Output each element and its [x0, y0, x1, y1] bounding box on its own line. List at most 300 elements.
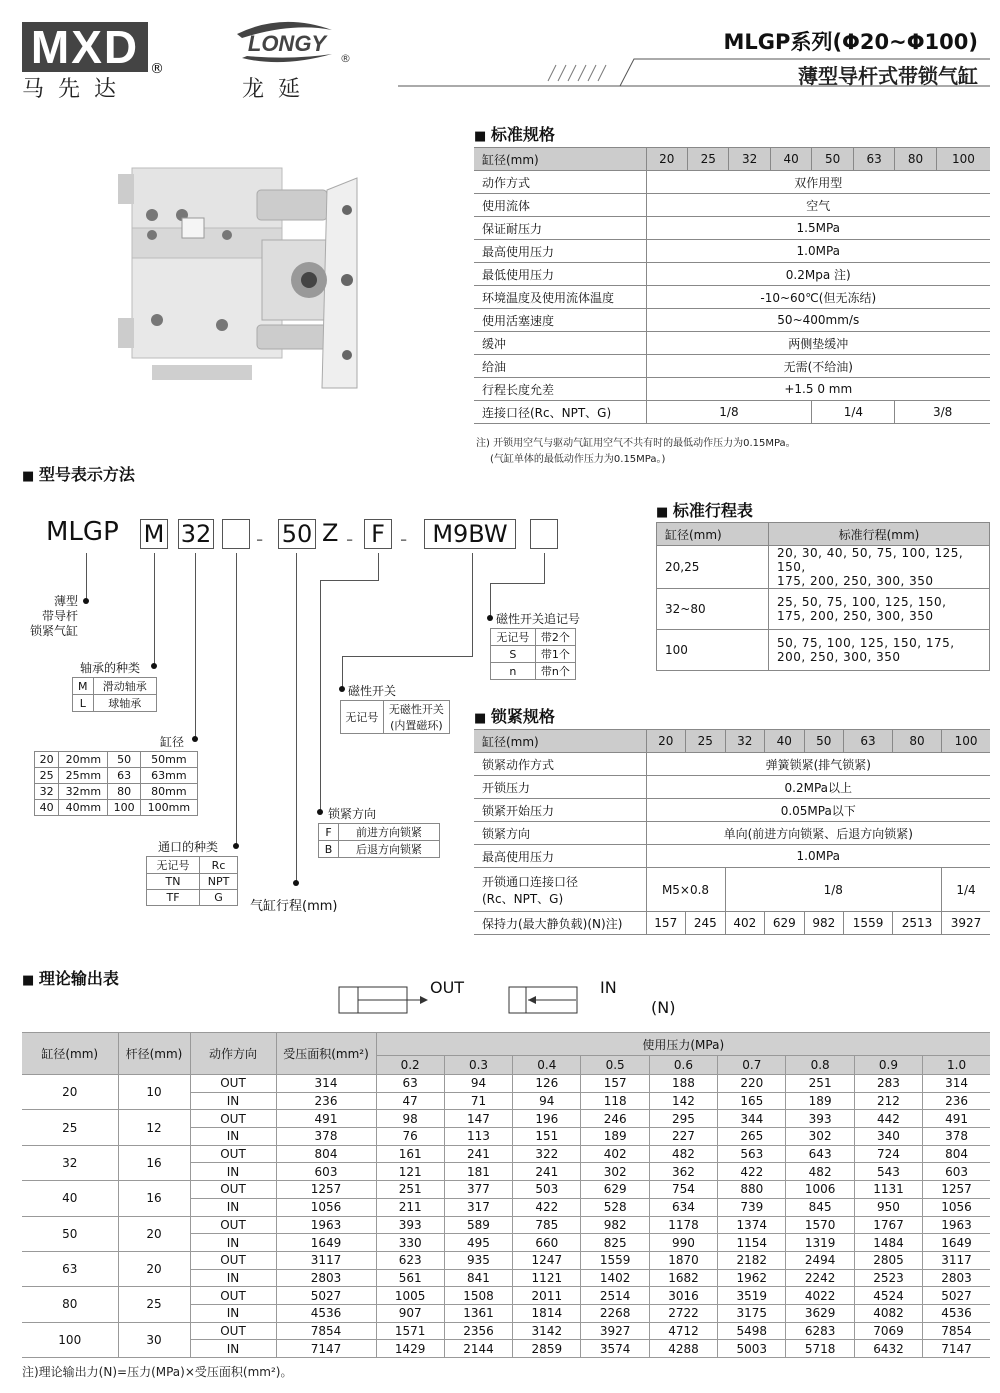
row-force: 2494 [786, 1251, 854, 1269]
spec-row-value: 空气 [646, 194, 990, 217]
row-area: 1056 [276, 1198, 376, 1216]
stroke-values: 175, 200, 250, 300, 350 [777, 609, 934, 623]
row-force: 422 [718, 1163, 786, 1181]
out-direction-icon [338, 984, 430, 1016]
row-force: 1963 [923, 1216, 990, 1234]
row-direction: OUT [190, 1322, 276, 1340]
row-force: 2182 [718, 1251, 786, 1269]
row-force: 246 [581, 1110, 649, 1128]
row-force: 393 [786, 1110, 854, 1128]
row-rod: 20 [118, 1216, 190, 1251]
row-direction: OUT [190, 1145, 276, 1163]
row-force: 5498 [718, 1322, 786, 1340]
row-force: 629 [581, 1181, 649, 1199]
lock-direction-label: 锁紧方向 [328, 807, 377, 821]
switch-qty-table [490, 628, 576, 680]
row-force: 196 [513, 1110, 581, 1128]
row-area: 3117 [276, 1251, 376, 1269]
row-force: 2356 [444, 1322, 512, 1340]
lock-bore: 20 [646, 730, 686, 753]
stroke-section-title: ■ 标准行程表 [656, 498, 753, 521]
row-area: 491 [276, 1110, 376, 1128]
type-label-2: 带导杆 [41, 609, 78, 623]
spec-port-value: 3/8 [895, 401, 990, 424]
row-force: 94 [513, 1092, 581, 1110]
lock-hold-value: 3927 [942, 912, 990, 935]
row-force: 76 [376, 1128, 444, 1146]
spec-row-label: 缓冲 [474, 332, 646, 355]
row-force: 482 [649, 1145, 717, 1163]
row-direction: IN [190, 1304, 276, 1322]
registered-mark-icon: ® [150, 61, 164, 77]
spec-table [474, 147, 990, 424]
row-force: 302 [786, 1128, 854, 1146]
row-force: 63 [376, 1075, 444, 1093]
spec-note-2: (气缸单体的最低动作压力为0.15MPa。) [490, 454, 666, 465]
spec-bore: 20 [646, 148, 687, 171]
mxd-logo: MXD [22, 22, 148, 72]
row-force: 528 [581, 1198, 649, 1216]
row-force: 1570 [786, 1216, 854, 1234]
row-force: 5718 [786, 1340, 854, 1358]
row-force: 1508 [444, 1287, 512, 1305]
switch-qty-desc: 带n个 [535, 663, 575, 680]
lock-hold-value: 1559 [844, 912, 893, 935]
row-force: 1257 [923, 1181, 990, 1199]
row-bore: 63 [22, 1251, 118, 1286]
output-row [22, 1251, 990, 1269]
row-force: 5027 [923, 1287, 990, 1305]
spec-bore: 80 [895, 148, 936, 171]
model-prefix: MLGP [46, 517, 119, 547]
bore-code: 32 [35, 784, 59, 800]
port-type: NPT [200, 874, 238, 890]
row-force: 643 [786, 1145, 854, 1163]
lock-hold-value: 157 [646, 912, 686, 935]
lock-table [474, 729, 990, 935]
row-force: 785 [513, 1216, 581, 1234]
spec-port-value: 1/8 [646, 401, 812, 424]
row-force: 1361 [444, 1304, 512, 1322]
bore-size: 100mm [140, 800, 197, 816]
lock-row-label: 开锁压力 [474, 776, 646, 799]
row-direction: OUT [190, 1251, 276, 1269]
spec-row-label: 最低使用压力 [474, 263, 646, 286]
lock-direction-table [318, 823, 440, 858]
spec-stroke-tol-label: 行程长度允差 [474, 378, 646, 401]
row-force: 1962 [718, 1269, 786, 1287]
lock-bore: 32 [725, 730, 765, 753]
switch-qty-code: n [491, 663, 536, 680]
row-force: 314 [923, 1075, 990, 1093]
row-force: 7147 [923, 1340, 990, 1358]
row-area: 7854 [276, 1322, 376, 1340]
row-force: 4082 [854, 1304, 922, 1322]
row-force: 1682 [649, 1269, 717, 1287]
row-force: 393 [376, 1216, 444, 1234]
row-force: 251 [786, 1075, 854, 1093]
row-force: 142 [649, 1092, 717, 1110]
lock-bore: 40 [765, 730, 805, 753]
model-code-bearing: M [140, 519, 168, 549]
pressure-col: 0.3 [444, 1056, 512, 1075]
row-force: 825 [581, 1234, 649, 1252]
row-force: 165 [718, 1092, 786, 1110]
row-force: 1056 [923, 1198, 990, 1216]
lock-desc: 前进方向锁紧 [339, 824, 440, 841]
row-area: 1257 [276, 1181, 376, 1199]
spec-port-value: 1/4 [812, 401, 895, 424]
row-force: 330 [376, 1234, 444, 1252]
spec-row-label: 使用活塞速度 [474, 309, 646, 332]
row-force: 634 [649, 1198, 717, 1216]
lock-bore: 50 [804, 730, 844, 753]
lock-bore: 25 [686, 730, 726, 753]
row-force: 495 [444, 1234, 512, 1252]
switch-code: 无记号 [341, 701, 384, 734]
row-force: 340 [854, 1128, 922, 1146]
row-force: 220 [718, 1075, 786, 1093]
row-force: 7069 [854, 1322, 922, 1340]
lock-row-value: 单向(前进方向锁紧、后退方向锁紧) [646, 822, 990, 845]
row-force: 211 [376, 1198, 444, 1216]
bore-size: 32mm [59, 784, 108, 800]
pressure-col: 0.4 [513, 1056, 581, 1075]
row-rod: 25 [118, 1287, 190, 1322]
row-bore: 100 [22, 1322, 118, 1357]
row-force: 1559 [581, 1251, 649, 1269]
lock-row-value: 1.0MPa [646, 845, 990, 868]
lock-row-value: 弹簧锁紧(排气锁紧) [646, 753, 990, 776]
row-force: 188 [649, 1075, 717, 1093]
lock-hold-value: 245 [686, 912, 726, 935]
row-direction: OUT [190, 1216, 276, 1234]
switch-label: 磁性开关 [348, 684, 397, 698]
type-label-3: 锁紧气缸 [29, 624, 78, 638]
output-row [22, 1145, 990, 1163]
row-force: 1870 [649, 1251, 717, 1269]
output-row [22, 1075, 990, 1093]
row-rod: 10 [118, 1075, 190, 1110]
row-direction: IN [190, 1128, 276, 1146]
row-force: 739 [718, 1198, 786, 1216]
model-code-lock: F [364, 519, 392, 549]
lock-row-label: 锁紧方向 [474, 822, 646, 845]
out-label: OUT [430, 978, 465, 997]
row-area: 4536 [276, 1304, 376, 1322]
row-force: 1006 [786, 1181, 854, 1199]
bore-code: 63 [108, 768, 140, 784]
row-force: 344 [718, 1110, 786, 1128]
stroke-values: 175, 200, 250, 300, 350 [777, 574, 934, 588]
bore-code: 100 [108, 800, 140, 816]
row-force: 1247 [513, 1251, 581, 1269]
spec-bore: 63 [853, 148, 894, 171]
row-force: 503 [513, 1181, 581, 1199]
row-bore: 25 [22, 1110, 118, 1145]
bearing-code: M [73, 678, 94, 695]
row-force: 1402 [581, 1269, 649, 1287]
row-force: 189 [786, 1092, 854, 1110]
bore-size: 50mm [140, 752, 197, 768]
lock-bore: 80 [893, 730, 942, 753]
row-force: 1131 [854, 1181, 922, 1199]
bore-label: 缸径 [160, 735, 185, 749]
row-force: 265 [718, 1128, 786, 1146]
row-force: 724 [854, 1145, 922, 1163]
port-type: Rc [200, 857, 238, 874]
type-label-1: 薄型 [53, 594, 78, 608]
bore-code: 20 [35, 752, 59, 768]
pressure-col: 0.6 [649, 1056, 717, 1075]
bore-code: 80 [108, 784, 140, 800]
row-force: 442 [854, 1110, 922, 1128]
row-force: 2011 [513, 1287, 581, 1305]
spec-row-label: 环境温度及使用流体温度 [474, 286, 646, 309]
spec-row-value: -10~60℃(但无冻结) [646, 286, 990, 309]
in-direction-icon [508, 984, 580, 1016]
stroke-values: 200, 250, 300, 350 [777, 650, 901, 664]
lock-bore-label: 缸径(mm) [474, 730, 646, 753]
model-code-switch-qty [530, 519, 558, 549]
row-force: 1005 [376, 1287, 444, 1305]
row-direction: OUT [190, 1075, 276, 1093]
row-force: 362 [649, 1163, 717, 1181]
switch-qty-desc: 带2个 [535, 629, 575, 646]
row-force: 422 [513, 1198, 581, 1216]
spec-bore: 32 [729, 148, 770, 171]
row-force: 3629 [786, 1304, 854, 1322]
row-force: 212 [854, 1092, 922, 1110]
bore-size: 40mm [59, 800, 108, 816]
row-force: 2722 [649, 1304, 717, 1322]
row-force: 623 [376, 1251, 444, 1269]
row-force: 236 [923, 1092, 990, 1110]
spec-bore: 40 [770, 148, 811, 171]
model-code-bore: 32 [178, 519, 214, 549]
row-force: 2803 [923, 1269, 990, 1287]
product-subtitle: 薄型导杆式带锁气缸 [798, 64, 978, 88]
row-direction: IN [190, 1092, 276, 1110]
spec-row-label: 使用流体 [474, 194, 646, 217]
pressure-col: 1.0 [923, 1056, 990, 1075]
row-force: 543 [854, 1163, 922, 1181]
row-force: 2242 [786, 1269, 854, 1287]
row-force: 907 [376, 1304, 444, 1322]
row-direction: OUT [190, 1287, 276, 1305]
spec-section-title: ■ 标准规格 [474, 122, 555, 145]
row-area: 804 [276, 1145, 376, 1163]
row-force: 845 [786, 1198, 854, 1216]
port-type-table [146, 856, 238, 906]
pressure-col: 0.7 [718, 1056, 786, 1075]
output-row [22, 1181, 990, 1199]
row-force: 2805 [854, 1251, 922, 1269]
row-rod: 12 [118, 1110, 190, 1145]
row-force: 7854 [923, 1322, 990, 1340]
row-area: 314 [276, 1075, 376, 1093]
row-force: 491 [923, 1110, 990, 1128]
lock-section-title: ■ 锁紧规格 [474, 704, 555, 727]
row-force: 1178 [649, 1216, 717, 1234]
row-area: 7147 [276, 1340, 376, 1358]
bore-code: 25 [35, 768, 59, 784]
row-area: 378 [276, 1128, 376, 1146]
switch-qty-desc: 带1个 [535, 646, 575, 663]
switch-qty-label: 磁性开关追记号 [496, 612, 581, 626]
row-force: 4524 [854, 1287, 922, 1305]
longy-cn-name: 龙延 [242, 77, 315, 102]
row-force: 322 [513, 1145, 581, 1163]
row-force: 181 [444, 1163, 512, 1181]
row-direction: IN [190, 1269, 276, 1287]
spec-row-value: 1.0MPa [646, 240, 990, 263]
bearing-desc: 球轴承 [93, 695, 156, 712]
spec-bore-label: 缸径(mm) [474, 148, 646, 171]
spec-row-value: 双作用型 [646, 171, 990, 194]
bore-size: 20mm [59, 752, 108, 768]
row-force: 71 [444, 1092, 512, 1110]
lock-row-label: 锁紧开始压力 [474, 799, 646, 822]
row-direction: IN [190, 1340, 276, 1358]
row-force: 189 [581, 1128, 649, 1146]
row-force: 283 [854, 1075, 922, 1093]
stroke-values: 50, 75, 100, 125, 150, 175, [777, 636, 955, 650]
h-bore: 缸径(mm) [41, 1047, 99, 1061]
row-force: 113 [444, 1128, 512, 1146]
row-force: 157 [581, 1075, 649, 1093]
switch-table [340, 700, 450, 734]
switch-qty-code: 无记号 [491, 629, 536, 646]
bearing-code: L [73, 695, 94, 712]
row-force: 2523 [854, 1269, 922, 1287]
port-code: TF [147, 890, 200, 906]
row-force: 317 [444, 1198, 512, 1216]
row-force: 1767 [854, 1216, 922, 1234]
row-force: 1319 [786, 1234, 854, 1252]
row-force: 880 [718, 1181, 786, 1199]
row-force: 1154 [718, 1234, 786, 1252]
row-force: 935 [444, 1251, 512, 1269]
row-force: 151 [513, 1128, 581, 1146]
output-unit: (N) [651, 998, 676, 1017]
lock-row-label: 最高使用压力 [474, 845, 646, 868]
row-force: 47 [376, 1092, 444, 1110]
spec-row-value: 两侧垫缓冲 [646, 332, 990, 355]
row-force: 1484 [854, 1234, 922, 1252]
row-force: 3519 [718, 1287, 786, 1305]
output-row [22, 1287, 990, 1305]
row-force: 561 [376, 1269, 444, 1287]
h-pressure: 使用压力(MPa) [376, 1033, 990, 1056]
row-force: 1571 [376, 1322, 444, 1340]
pressure-col: 0.5 [581, 1056, 649, 1075]
model-code-port [222, 519, 250, 549]
dash-separator: - [400, 527, 408, 551]
row-force: 754 [649, 1181, 717, 1199]
stroke-row-bore: 100 [657, 630, 769, 671]
row-force: 377 [444, 1181, 512, 1199]
row-rod: 20 [118, 1251, 190, 1286]
bearing-label: 轴承的种类 [80, 661, 141, 675]
row-rod: 16 [118, 1181, 190, 1216]
row-force: 302 [581, 1163, 649, 1181]
row-force: 4712 [649, 1322, 717, 1340]
spec-bore: 50 [812, 148, 853, 171]
lock-hold-value: 982 [804, 912, 844, 935]
switch-desc-2: (内置磁环) [390, 719, 443, 732]
lock-row-value: 0.2MPa以上 [646, 776, 990, 799]
spec-row-value: 50~400mm/s [646, 309, 990, 332]
row-force: 2859 [513, 1340, 581, 1358]
spec-note-1: 注) 开锁用空气与驱动气缸用空气不共有时的最低动作压力为0.15MPa。 [476, 438, 796, 449]
model-section-title: ■ 型号表示方法 [22, 462, 135, 485]
row-force: 2268 [581, 1304, 649, 1322]
row-force: 982 [581, 1216, 649, 1234]
pressure-col: 0.9 [854, 1056, 922, 1075]
row-direction: IN [190, 1234, 276, 1252]
row-force: 1814 [513, 1304, 581, 1322]
lock-port-value: 1/8 [725, 868, 942, 912]
spec-row-label: 保证耐压力 [474, 217, 646, 240]
switch-qty-code: S [491, 646, 536, 663]
bearing-table [72, 677, 157, 712]
lock-hold-label: 保持力(最大静负载)(N)注) [474, 912, 646, 935]
stroke-table [656, 522, 990, 671]
row-force: 1374 [718, 1216, 786, 1234]
lock-desc: 后退方向锁紧 [339, 841, 440, 858]
spec-row-value: 1.5MPa [646, 217, 990, 240]
row-force: 2514 [581, 1287, 649, 1305]
row-force: 251 [376, 1181, 444, 1199]
stroke-row-bore: 20,25 [657, 546, 769, 589]
model-code-stroke: 50 [278, 519, 316, 549]
row-force: 6432 [854, 1340, 922, 1358]
row-direction: IN [190, 1198, 276, 1216]
row-force: 990 [649, 1234, 717, 1252]
row-force: 94 [444, 1075, 512, 1093]
row-force: 3142 [513, 1322, 581, 1340]
row-area: 236 [276, 1092, 376, 1110]
row-force: 3574 [581, 1340, 649, 1358]
stroke-values: 20, 30, 40, 50, 75, 100, 125, 150, [777, 546, 964, 574]
spec-port-label: 连接口径(Rc、NPT、G) [474, 401, 646, 424]
row-rod: 30 [118, 1322, 190, 1357]
dash-separator: - [256, 527, 264, 551]
row-force: 1121 [513, 1269, 581, 1287]
h-area: 受压面积(mm²) [283, 1047, 369, 1061]
stroke-values: 25, 50, 75, 100, 125, 150, [777, 595, 947, 609]
output-note: 注)理论输出力(N)=压力(MPa)×受压面积(mm²)。 [22, 1365, 293, 1379]
spec-row-label: 给油 [474, 355, 646, 378]
model-code-switch: M9BW [424, 519, 516, 549]
row-force: 295 [649, 1110, 717, 1128]
in-label: IN [600, 978, 617, 997]
spec-stroke-tol-value: +1.5 0 mm [646, 378, 990, 401]
bore-table [34, 751, 198, 816]
spec-bore: 25 [687, 148, 728, 171]
stroke-row-bore: 32~80 [657, 589, 769, 630]
lock-port-value: 1/4 [942, 868, 990, 912]
lock-code: F [319, 824, 339, 841]
stroke-label: 气缸行程(mm) [250, 899, 338, 914]
lock-hold-value: 2513 [893, 912, 942, 935]
row-force: 563 [718, 1145, 786, 1163]
model-code-z: Z [322, 519, 339, 547]
bore-size: 63mm [140, 768, 197, 784]
row-force: 98 [376, 1110, 444, 1128]
row-force: 161 [376, 1145, 444, 1163]
